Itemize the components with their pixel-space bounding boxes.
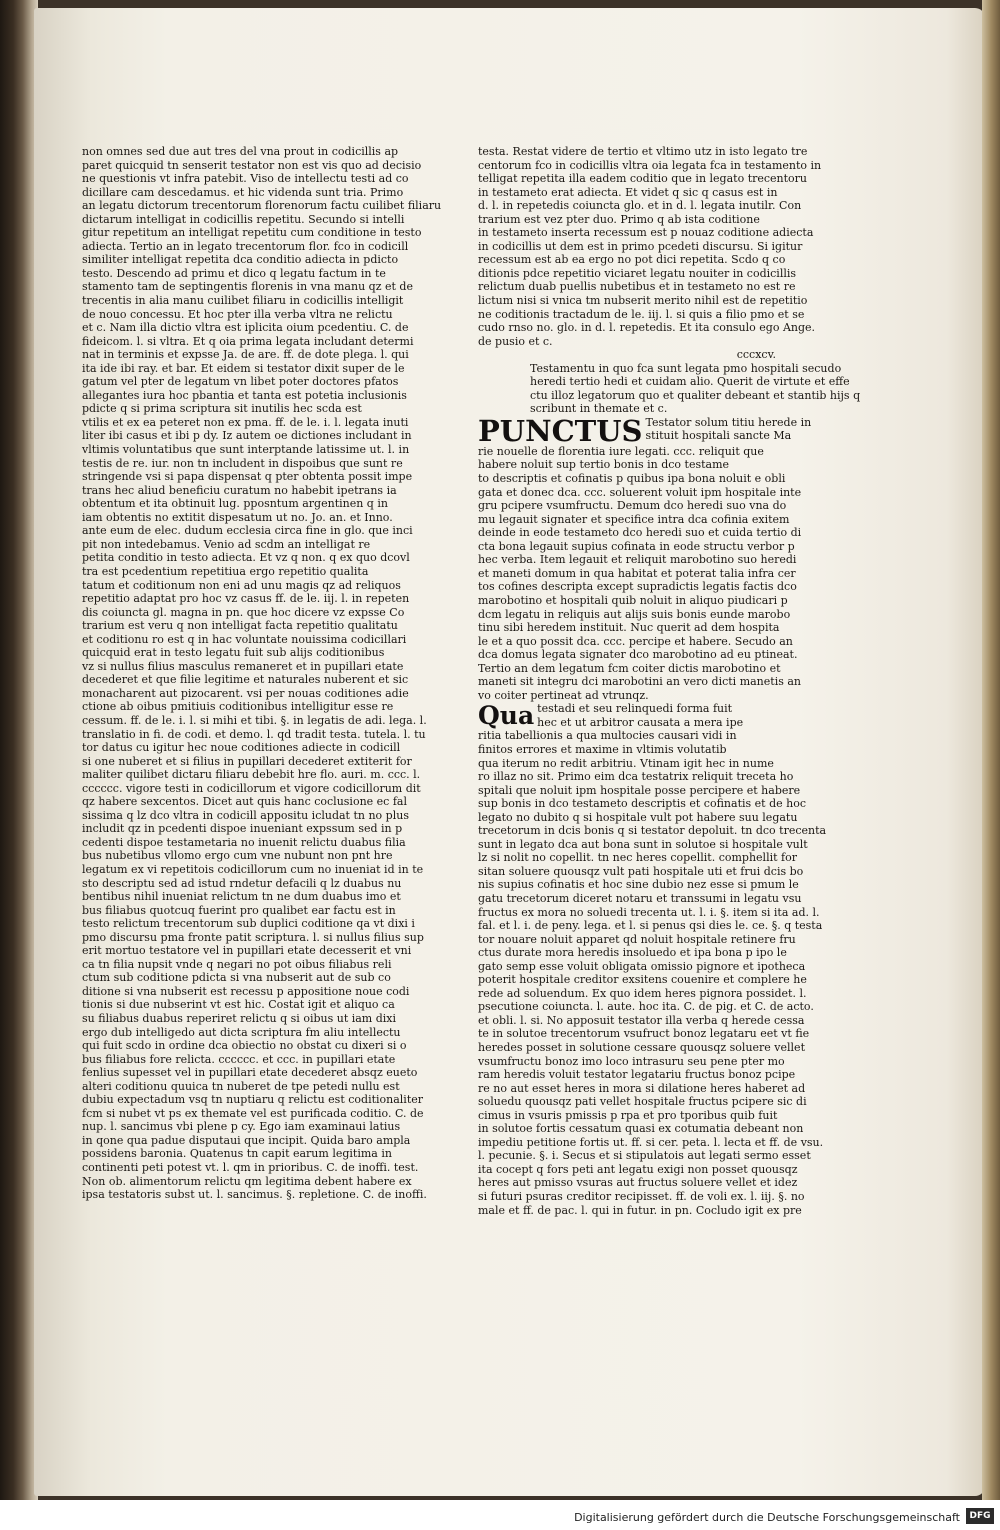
text-line: stituit hospitali sancte Ma	[645, 429, 792, 443]
text-line: tatum et coditionum non eni ad unu magis qz ad reliquos	[82, 578, 401, 592]
text-line: rie nouelle de florentia iure legati. ccc. reliquit que	[478, 444, 764, 458]
text-line: trarium est veru q non intelligat facta repetitio qualitatu	[82, 619, 398, 633]
text-line: recessum est ab ea ergo no pot dici repetita. Scdo q co	[478, 253, 786, 267]
text-line: ne coditionis tractadum de le. iij. l. si quis a filio pmo et se	[478, 307, 805, 321]
right-text-column	[478, 145, 861, 1217]
text-line: stamento tam de septingentis florenis in vna manu qz et de	[82, 280, 413, 294]
text-line: stringende vsi si papa dispensat q pter obtenta possit impe	[82, 470, 413, 484]
text-line: repetitio adaptat pro hoc vz casus ff. de le. iij. l. in repeten	[82, 592, 410, 606]
text-line: deinde in eode testameto dco heredi suo et cuida tertio di	[478, 526, 802, 540]
text-line: bus filiabus fore relicta. cccccc. et ccc. in pupillari etate	[82, 1052, 396, 1066]
text-line: ritia tabellionis a qua multocies causari vidi in	[478, 729, 737, 743]
text-line: de pusio et c.	[478, 334, 553, 348]
text-line: possidens baronia. Quatenus tn capit earum legitima in	[82, 1147, 392, 1161]
text-line: vsumfructu bonoz imo loco intrasuru seu pene pter mo	[478, 1054, 785, 1068]
text-line: tinu sibi heredem instituit. Nuc querit ad dem hospita	[478, 621, 780, 635]
text-line: ne questionis vt infra patebit. Viso de intellectu testi ad co	[82, 172, 409, 186]
text-line: trans hec aliud beneficiu curatum no habebit ipetrans ia	[82, 483, 397, 497]
text-line: ctu illoz legatorum quo et qualiter debeant et stantib hijs q	[530, 388, 861, 402]
text-line: sunt in legato dca aut bona sunt in solutoe si hospitale vult	[478, 837, 808, 851]
text-line: allegantes iura hoc pbantia et tanta est potetia inclusionis	[82, 388, 407, 402]
text-line: pdicte q si prima scriptura sit inutilis hec scda est	[82, 402, 362, 416]
text-line: in testameto erat adiecta. Et videt q sic q casus est in	[478, 185, 778, 199]
text-line: vz si nullus filius masculus remaneret et in pupillari etate	[82, 659, 404, 673]
text-line: et c. Nam illa dictio vltra est iplicita oium pcedentiu. C. de	[82, 321, 409, 335]
text-line: et coditionu ro est q in hac voluntate nouissima codicillari	[82, 632, 407, 646]
right-section-d	[478, 701, 827, 1217]
text-line: decederet et que filie legitime et naturales nuberent et sic	[82, 673, 409, 687]
text-line: paret quicquid tn senserit testator non est vis quo ad decisio	[82, 158, 422, 172]
text-line: centorum fco in codicillis vltra oia legata fca in testamento in	[478, 158, 822, 172]
text-line: bus filiabus quotcuq fuerint pro qualibet ear factu est in	[82, 903, 396, 917]
text-line: liter ibi casus et ibi p dy. Iz autem oe dictiones includant in	[82, 429, 412, 443]
text-line: dicillare cam descedamus. et hic videnda sunt tria. Primo	[82, 185, 404, 199]
text-line: gato semp esse voluit obligata omissio pignore et ipotheca	[478, 959, 806, 973]
text-line: spitali que noluit ipm hospitale posse percipere et habere	[478, 783, 801, 797]
text-line: ipsa testatoris subst ut. l. sancimus. §. repletione. C. de inoffi.	[82, 1188, 427, 1202]
text-line: su filiabus duabus reperiret relictu q si oibus ut iam dixi	[82, 1012, 397, 1025]
text-line: ca tn filia nupsit vnde q negari no pot oibus filiabus reli	[82, 957, 392, 971]
text-line: nat in terminis et expsse Ja. de are. ff. de dote plega. l. qui	[82, 348, 409, 362]
text-line: si one nuberet et si filius in pupillari decederet extiterit for	[82, 754, 412, 768]
funding-credit: Digitalisierung gefördert durch die Deutsche Forschungsgemeinschaft	[574, 1511, 960, 1524]
text-line: lz si nolit no copellit. tn nec heres copellit. comphellit for	[478, 851, 797, 865]
text-line: impediu petitione fortis ut. ff. si cer. peta. l. lecta et ff. de vsu.	[478, 1135, 824, 1149]
text-line: petita conditio in testo adiecta. Et vz q non. q ex quo dcovl	[82, 551, 410, 565]
text-line: le et a quo possit dca. ccc. percipe et habere. Secudo an	[478, 634, 793, 648]
text-line: continenti peti potest vt. l. qm in prioribus. C. de inoffi. test.	[82, 1161, 419, 1175]
text-line: Testator solum titiu herede in	[645, 415, 812, 429]
text-line: dcm legatu in reliquis aut alijs suis bonis eunde marobo	[478, 607, 791, 621]
text-line: sto descriptu sed ad istud rndetur defacili q lz duabus nu	[82, 876, 402, 890]
text-line: pmo discursu pma fronte patit scriptura. l. si nullus filius sup	[82, 930, 424, 944]
text-line: heres aut pmisso vsuras aut fructus soluere vellet et idez	[478, 1176, 798, 1190]
text-line: cccccc. vigore testi in codicillorum et vigore codicillorum dit	[82, 781, 421, 795]
text-line: dca domus legata signater dco marobotino ad eu ptineat.	[478, 648, 798, 662]
text-line: cta bona legauit supius cofinata in eode structu verbor p	[478, 539, 795, 553]
text-line: monacharent aut pizocarent. vsi per nouas coditiones adie	[82, 686, 409, 700]
text-line: fructus ex mora no soluedi trecenta ut. l. i. §. item si ita ad. l.	[478, 905, 820, 919]
text-line: et obli. l. si. No apposuit testator illa verba q herede cessa	[478, 1013, 805, 1027]
text-line: to descriptis et cofinatis p quibus ipa bona noluit e obli	[478, 472, 786, 486]
text-line: de nouo concessu. Et hoc pter illa verba vltra ne relictu	[82, 307, 393, 321]
text-line: ita cocept q fors peti ant legatu exigi non posset quousqz	[478, 1162, 798, 1176]
text-line: non omnes sed due aut tres del vna prout in codicillis ap	[82, 145, 399, 158]
text-line: cudo rnso no. glo. in d. l. repetedis. Et ita consulo ego Ange.	[478, 321, 816, 335]
text-line: hec et ut arbitror causata a mera ipe	[537, 715, 744, 729]
text-line: qui fuit scdo in ordine dca obiectio no obstat cu dixeri si o	[82, 1039, 407, 1053]
text-line: ditione si vna nubserit est recessu p appositione noue codi	[82, 984, 410, 998]
text-line: vltimis voluntatibus que sunt interptande latissime ut. l. in	[82, 443, 410, 457]
text-line: ante eum de elec. dudum ecclesia circa fine in glo. que inci	[82, 524, 413, 538]
text-line: legatum ex vi repetitois codicillorum cum no inueniat id in te	[82, 862, 424, 876]
right-section-c	[478, 413, 812, 702]
text-line: maneti sit integru dci marobotini an vero dicti manetis an	[478, 675, 802, 689]
page-stack-edge	[982, 0, 1000, 1500]
text-line: gatu trecetorum diceret notaru et transsumi in legatu vsu	[478, 891, 802, 905]
text-line: d. l. in repetedis coiuncta glo. et in d. l. legata inutilr. Con	[478, 199, 802, 213]
text-line: Non ob. alimentorum relictu qm legitima debent habere ex	[82, 1174, 412, 1188]
text-line: fal. et l. i. de peny. lega. et l. si penus qsi dies le. ce. §. q testa	[478, 919, 823, 933]
text-line: legato no dubito q si hospitale vult pot habere suu legatu	[478, 810, 798, 824]
text-line: scribunt in themate et c.	[530, 402, 668, 416]
text-line: et maneti domum in qua habitat et poterat talia infra cer	[478, 566, 796, 580]
text-line: gatum vel pter de legatum vn libet poter doctores pfatos	[82, 375, 399, 389]
text-line: obtentum et ita obtinuit lug. pposntum argentinen q in	[82, 497, 388, 511]
text-line: nis supius cofinatis et hoc sine dubio nez esse si pmum le	[478, 878, 799, 892]
text-line: translatio in fi. de codi. et demo. l. qd tradit testa. tutela. l. tu	[82, 727, 426, 741]
text-line: male et ff. de pac. l. qui in futur. in pn. Cocludo igit ex pre	[478, 1203, 802, 1217]
text-line: qua iterum no redit arbitriu. Vtinam igit hec in nume	[478, 756, 774, 770]
text-line: includit qz in pcedenti dispoe inueniant expssum sed in p	[82, 822, 403, 836]
text-line: tra est pcedentium repetitiua ergo repetitio qualita	[82, 564, 369, 578]
text-line: trecentis in alia manu cuilibet filiaru in codicillis intelligit	[82, 294, 404, 308]
text-line: vtilis et ex ea peteret non ex pma. ff. de le. i. l. legata inuti	[82, 415, 409, 429]
text-line: heredi tertio hedi et cuidam alio. Querit de virtute et effe	[530, 375, 850, 389]
text-line: pit non intedebamus. Venio ad scdm an intelligat re	[82, 537, 371, 551]
text-line: Testamentu in quo fca sunt legata pmo hospitali secudo	[530, 361, 842, 375]
text-line: dubiu expectadum vsq tn nuptiaru q relictu est coditionaliter	[82, 1093, 424, 1107]
text-line: testo relictum trecentorum sub duplici coditione qa vt dixi i	[82, 917, 415, 931]
right-section-a	[478, 145, 822, 348]
text-line: iam obtentis no extitit dispesatum ut no. Jo. an. et Inno.	[82, 510, 393, 524]
text-line: gitur repetitum an intelligat repetitu cum conditione in testo	[82, 226, 422, 240]
text-line: hec verba. Item legauit et reliquit marobotino suo heredi	[478, 553, 797, 567]
text-line: sitan soluere quousqz vult pati hospitale uti et frui dcis bo	[478, 864, 804, 878]
text-line: trarium est vez pter duo. Primo q ab ista coditione	[478, 212, 760, 226]
text-line: fenlius supesset vel in pupillari etate decederet absqz eueto	[82, 1066, 418, 1080]
text-line: psecutione coiuncta. l. aute. hoc ita. C. de pig. et C. de acto.	[478, 1000, 814, 1014]
right-section-c-body	[478, 444, 802, 702]
book-binding-edge	[0, 0, 38, 1500]
text-line: erit mortuo testatore vel in pupillari etate decesserit et vni	[82, 944, 412, 958]
decorated-initial-qua: Qua	[478, 701, 535, 731]
text-line: sissima q lz dco vltra in codicill appositu icludat tn no plus	[82, 808, 409, 822]
text-line: habere noluit sup tertio bonis in dco testame	[478, 458, 730, 472]
text-line: finitos errores et maxime in vltimis volutatib	[478, 742, 727, 756]
text-line: testa. Restat videre de tertio et vltimo utz in isto legato tre	[478, 145, 808, 158]
text-line: fcm si nubet vt ps ex themate vel est purificada coditio. C. de	[82, 1106, 424, 1120]
text-line: re no aut esset heres in mora si dilatione heres haberet ad	[478, 1081, 806, 1095]
text-line: alteri coditionu quuica tn nuberet de tpe petedi nullu est	[82, 1079, 400, 1093]
text-line: qz habere sexcentos. Dicet aut quis hanc coclusione ec fal	[82, 795, 407, 809]
text-line: telligat repetita illa eadem coditio que in legato trecentoru	[478, 172, 808, 186]
text-line: ctione ab oibus pmitiuis coditionibus intelligitur esse re	[82, 700, 394, 714]
text-line: ram heredis voluit testator legatariu fructus bonoz pcipe	[478, 1068, 796, 1082]
text-line: ditionis pdce repetitio viciaret legatu nouiter in codicillis	[478, 266, 797, 280]
text-line: tos cofines descripta except supradictis legatis factis dco	[478, 580, 797, 594]
text-line: tor datus cu igitur hec noue coditiones adiecte in codicill	[82, 741, 401, 755]
text-line: trecetorum in dcis bonis q si testator depoluit. tn dco trecenta	[478, 824, 827, 838]
text-line: mu legauit signater et specifice intra dca cofinia exitem	[478, 512, 790, 526]
text-line: adiecta. Tertio an in legato trecentorum flor. fco in codicill	[82, 239, 409, 253]
text-line: cessum. ff. de le. i. l. si mihi et tibi. §. in legatis de adi. lega. l.	[82, 713, 427, 727]
text-line: l. pecunie. §. i. Secus et si stipulatois aut legati sermo esset	[478, 1149, 811, 1163]
text-line: poterit hospitale creditor exsitens couenire et complere he	[478, 973, 807, 987]
text-line: cedenti dispoe testametaria no inuenit relictu duabus filia	[82, 835, 406, 849]
text-line: bus nubetibus vllomo ergo cum vne nubunt non pnt hre	[82, 849, 393, 863]
right-section-d-body	[478, 770, 827, 1217]
text-line: quicquid erat in testo legatu fuit sub alijs coditionibus	[82, 646, 385, 660]
text-line: vo coiter pertineat ad vtrunqz.	[478, 688, 649, 702]
decorated-initial-punctus: PUNCTUS	[478, 413, 643, 448]
section-number: cccxcv.	[736, 348, 776, 362]
text-line: lictum nisi si vnica tm nubserit merito nihil est de repetitio	[478, 294, 808, 308]
text-line: te in solutoe trecentorum vsufruct bonoz legataru eet vt fie	[478, 1027, 810, 1041]
text-line: testo. Descendo ad primu et dico q legatu factum in te	[82, 266, 386, 280]
text-line: gata et donec dca. ccc. soluerent voluit ipm hospitale inte	[478, 485, 802, 499]
text-line: ctum sub coditione pdicta si vna nubserit aut de sub co	[82, 971, 391, 985]
text-line: rede ad soluendum. Ex quo idem heres pignora possidet. l.	[478, 986, 807, 1000]
text-line: relictum duab puellis nubetibus et in testameto no est re	[478, 280, 796, 294]
right-section-b	[478, 361, 861, 416]
text-line: in qone qua padue disputaui que incipit. Quida baro ampla	[82, 1133, 411, 1147]
text-line: heredes posset in solutione cessare quousqz soluere vellet	[478, 1041, 805, 1054]
text-line: sup bonis in dco testameto descriptis et cofinatis et de hoc	[478, 797, 806, 811]
text-line: tor nouare noluit apparet qd noluit hospitale retinere fru	[478, 932, 796, 946]
text-line: ita ide ibi ray. et bar. Et eidem si testator dixit super de le	[82, 361, 405, 375]
text-line: tionis si due nubserint vt est hic. Costat igit et aliquo ca	[82, 998, 395, 1012]
dfg-logo: DFG	[966, 1508, 994, 1524]
text-line: testadi et seu relinquedi forma fuit	[537, 702, 733, 716]
text-line: si futuri psuras creditor recipisset. ff. de voli ex. l. iij. §. no	[478, 1190, 805, 1204]
text-line: ro illaz no sit. Primo eim dca testatrix reliquit treceta ho	[478, 770, 794, 784]
text-line: ctus durate mora heredis insoluedo et ipa bona p ipo le	[478, 946, 787, 960]
text-line: maliter quilibet dictaru filiaru debebit hre flo. auri. m. ccc. l.	[82, 768, 421, 782]
text-line: nup. l. sancimus vbi plene p cy. Ego iam examinaui latius	[82, 1120, 401, 1134]
text-line: in codicillis ut dem est in primo pcedeti discursu. Si igitur	[478, 239, 803, 253]
text-line: gru pcipere vsumfructu. Demum dco heredi suo vna do	[478, 499, 787, 513]
left-text-column	[82, 145, 442, 1202]
text-line: cimus in vsuris pmissis p rpa et pro tporibus quib fuit	[478, 1108, 778, 1122]
text-line: in solutoe fortis cessatum quasi ex cotumatia debeant non	[478, 1122, 804, 1136]
text-line: ergo dub intelligedo aut dicta scriptura fm aliu intellectu	[82, 1025, 401, 1039]
text-line: dis coiuncta gl. magna in pn. que hoc dicere vz expsse Co	[82, 605, 405, 619]
text-line: bentibus nihil inueniat relictum tn ne dum duabus imo et	[82, 890, 401, 904]
text-line: in testameto inserta recessum est p nouaz coditione adiecta	[478, 226, 814, 240]
text-line: Tertio an dem legatum fcm coiter dictis marobotino et	[478, 661, 781, 675]
text-line: dictarum intelligat in codicillis repetitu. Secundo si intelli	[82, 212, 405, 226]
text-line: fideicom. l. si vltra. Et q oia prima legata includant determi	[82, 334, 414, 348]
text-line: marobotino et hospitali quib noluit in aliquo piudicari p	[478, 593, 788, 607]
text-line: testis de re. iur. non tn includent in dispoibus que sunt re	[82, 456, 403, 470]
text-line: an legatu dictorum trecentorum florenorum factu cuilibet filiaru	[82, 199, 442, 213]
text-line: similiter intelligat repetita dca conditio adiecta in pdicto	[82, 253, 399, 267]
text-line: soluedu quousqz pati vellet hospitale fructus pcipere sic di	[478, 1095, 807, 1109]
